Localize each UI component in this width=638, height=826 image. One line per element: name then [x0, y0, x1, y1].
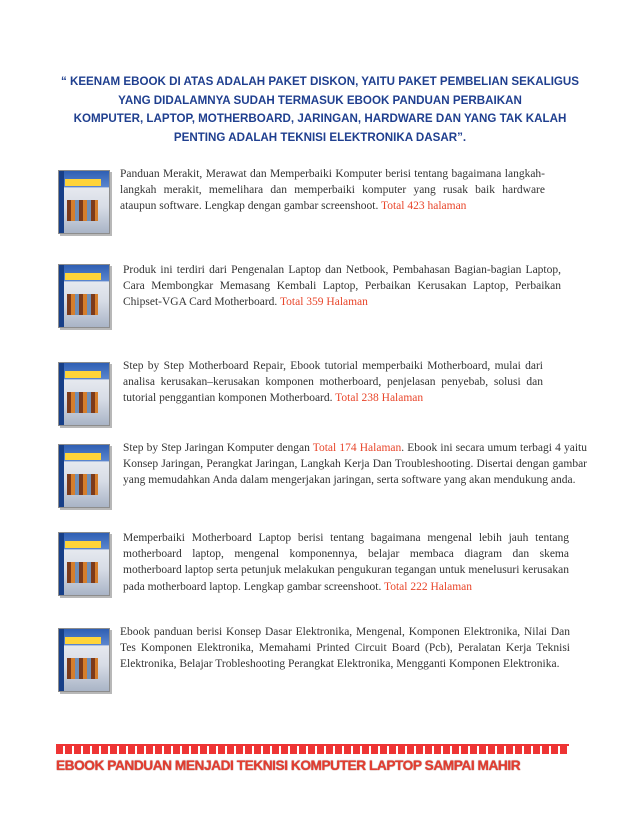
ebook-description [120, 624, 570, 673]
ebook-cover-image [58, 170, 110, 234]
cover-spine [59, 629, 64, 691]
description-text: Step by Step Motherboard Repair, Ebook tutorial memperbaiki Motherboard, mulai dari analisa kerusakan–kerusakan komponen motherboard, penjelasan penyebab, solusi dan tutorial penggantian komponen Motherboard. [123, 360, 543, 405]
page-total: Total 174 Halaman [312, 442, 402, 454]
ebook-cover-image [58, 532, 110, 596]
description-text: Panduan Merakit, Merawat dan Memperbaiki Komputer berisi tentang bagaimana langkah-langkah merakit, memelihara dan memperbaiki komputer yang rusak baik hardware ataupun software. Lengkap dengan gambar screenshoot. [120, 168, 545, 213]
description-text: . Ebook ini secara umum terbagi 4 yaitu Konsep Jaringan, Perangkat Jaringan, Langkah Kerja Dan Troubleshooting. Disertai dengan gambar yang memudahkan Anda dalam mengerjakan jaringan, serta software yang akan mendukung anda. [123, 442, 587, 487]
heading-line: KOMPUTER, LAPTOP, MOTHERBOARD, JARINGAN, HARDWARE DAN YANG TAK KALAH [73, 112, 567, 125]
page-total: Total 238 Halaman [335, 392, 424, 405]
cover-spine [59, 363, 64, 425]
ebook-description [123, 358, 543, 407]
ebook-cover-image [58, 264, 110, 328]
cover-spine [59, 533, 64, 595]
page-total: Total 222 Halaman [384, 580, 472, 593]
cover-spine [59, 445, 64, 507]
cover-spine [59, 265, 64, 327]
heading-line: “ KEENAM EBOOK DI ATAS ADALAH PAKET DISKON, YAITU PAKET PEMBELIAN SEKALIGUS [60, 75, 580, 88]
description-text: Memperbaiki Motherboard Laptop berisi tentang bagaimana mengenal lebih jauh tentang motherboard laptop, mengenal komponennya, belajar membaca diagram dan skema motherboard laptop serta petunjuk melakukan pengukuran tegangan untuk menelusuri kerusakan pada motherboard laptop. Lengkap gambar screenshoot. [123, 532, 569, 593]
description-text: Produk ini terdiri dari Pengenalan Laptop dan Netbook, Pembahasan Bagian-bagian Laptop, Cara Membongkar Memasang Kembali Laptop, Perbaikan Kerusakan Laptop, Perbaikan Chipset-VGA Card Motherboard. [123, 264, 561, 309]
ebook-cover-image [58, 628, 110, 692]
ebook-cover-image [58, 444, 110, 508]
footer-divider [56, 744, 569, 754]
ebook-description [123, 262, 561, 311]
description-text: Ebook panduan berisi Konsep Dasar Elektronika, Mengenal, Komponen Elektronika, Nilai Dan Tes Komponen Elektronika, Memahami Printed Circuit Board (Pcb), Peralatan Kerja Teknisi Elektronika, Belajar Trobleshooting Perangkat Elektronika, Mengganti Komponen Elektronika. [120, 626, 570, 671]
ebook-description [123, 440, 587, 489]
package-heading [60, 73, 580, 147]
cover-spine [59, 171, 64, 233]
footer-tagline: EBOOK PANDUAN MENJADI TEKNISI KOMPUTER LAPTOP SAMPAI MAHIR [56, 758, 521, 773]
ebook-description [120, 166, 545, 215]
ebook-cover-image [58, 362, 110, 426]
page-total: Total 423 halaman [381, 200, 467, 213]
page-total: Total 359 Halaman [279, 296, 368, 309]
heading-line: PENTING ADALAH TEKNISI ELEKTRONIKA DASAR”. [173, 130, 467, 144]
ebook-description [123, 530, 569, 595]
description-text: Step by Step Jaringan Komputer dengan [123, 442, 313, 454]
heading-line: YANG DIDALAMNYA SUDAH TERMASUK EBOOK PANDUAN PERBAIKAN [118, 93, 522, 107]
